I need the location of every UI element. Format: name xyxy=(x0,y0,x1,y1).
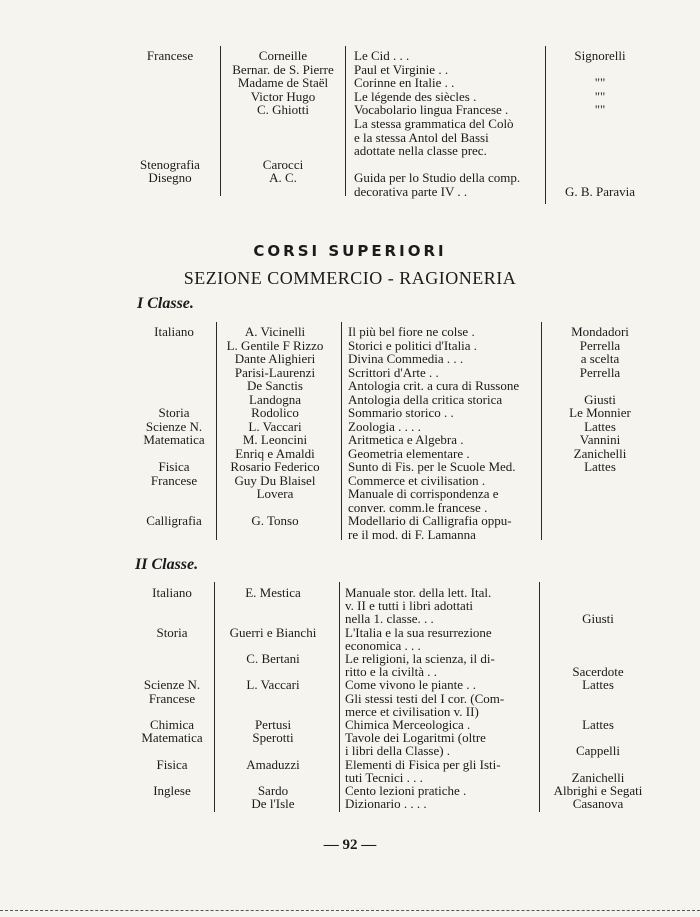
class-title-1: I Classe. xyxy=(137,295,194,312)
author: Parisi-Laurenzi xyxy=(234,364,316,380)
book-title: Sunto di Fis. per le Scuole Med. xyxy=(348,459,516,474)
subject: Stenografia xyxy=(140,156,200,172)
book-title: Geometria elementare . xyxy=(348,445,470,461)
column-rule xyxy=(539,582,540,812)
column-rule xyxy=(545,46,546,204)
subject: Calligrafia xyxy=(146,513,202,528)
publisher: Zanichelli xyxy=(573,445,627,461)
publisher: Mondadori xyxy=(571,324,629,339)
book-title: Chimica Merceologica . xyxy=(345,717,471,732)
subject: Matematica xyxy=(143,432,205,447)
author: Lovera xyxy=(256,486,294,501)
publisher: G. B. Paravia xyxy=(564,184,636,199)
subject: Scienze N. xyxy=(143,677,201,693)
publisher: Giusti xyxy=(584,391,616,407)
author: Sardo xyxy=(257,783,289,798)
book-title: merce et civilisation v. II) xyxy=(345,703,479,719)
book-title: adottate nella classe prec. xyxy=(354,143,487,159)
book-title: Il più bel fiore ne colse . xyxy=(348,324,475,339)
author: L. Gentile F Rizzo xyxy=(226,337,324,353)
book-title: re il mod. di F. Lamanna xyxy=(348,526,476,542)
publisher: Lattes xyxy=(582,717,614,732)
author: Rodolico xyxy=(251,405,299,420)
author: Sperotti xyxy=(252,730,294,746)
book-title: Manuale stor. della lett. Ital. xyxy=(345,585,492,600)
column-rule xyxy=(541,322,542,540)
book-title: nella 1. classe. . . xyxy=(345,611,434,627)
book-title: i libri della Classe) . xyxy=(345,743,451,759)
book-title: Vocabolario lingua Francese . xyxy=(354,102,509,118)
class-title-2: II Classe. xyxy=(135,556,199,573)
publisher: Zanichelli xyxy=(571,769,625,785)
book-title: Corinne en Italie . . xyxy=(354,75,455,91)
author: Pertusi xyxy=(254,717,292,732)
book-title: Modellario di Calligrafia oppu- xyxy=(348,513,512,528)
book-title: decorativa parte IV . . xyxy=(354,184,468,199)
author: M. Leoncini xyxy=(242,432,308,447)
publisher: Le Monnier xyxy=(569,405,631,420)
publisher: "" xyxy=(594,75,606,91)
book-title: economica . . . xyxy=(345,637,421,653)
book-title: Commerce et civilisation . xyxy=(348,472,486,488)
book-title: Le légende des siècles . xyxy=(354,88,477,104)
author: Enriq e Amaldi xyxy=(235,445,315,461)
subject: Storia xyxy=(156,624,188,640)
author: A. C. xyxy=(269,170,297,186)
author: L. Vaccari xyxy=(246,677,300,693)
book-title: e la stessa Antol del Bassi xyxy=(354,129,489,145)
subject: Disegno xyxy=(148,170,192,186)
author: De Sanctis xyxy=(247,378,303,393)
book-title: Divina Commedia . . . xyxy=(348,351,464,366)
subject: Scienze N. xyxy=(145,418,203,434)
bottom-edge-rule xyxy=(0,910,700,912)
book-title: Antologia della critica storica xyxy=(348,391,503,407)
publisher: Cappelli xyxy=(575,743,621,759)
subject: Francese xyxy=(146,48,194,63)
publisher: Sacerdote xyxy=(572,664,624,680)
author: L. Vaccari xyxy=(248,418,302,434)
subject: Inglese xyxy=(153,783,191,798)
author: Carocci xyxy=(262,156,304,172)
author: A. Vicinelli xyxy=(244,324,306,339)
publisher: Vannini xyxy=(579,432,621,447)
book-title: Cento lezioni pratiche . xyxy=(345,783,467,798)
author: Guerri e Bianchi xyxy=(229,624,317,640)
book-title: v. II e tutti i libri adottati xyxy=(345,598,474,614)
publisher: a scelta xyxy=(580,351,620,366)
book-title: Dizionario . . . . xyxy=(345,796,427,812)
publisher: Giusti xyxy=(582,611,614,627)
column-rule xyxy=(341,322,342,540)
book-title: Elementi di Fisica per gli Isti- xyxy=(345,756,501,772)
book-title: Aritmetica e Algebra . xyxy=(348,432,464,447)
subject: Storia xyxy=(158,405,190,420)
book-title: Storici e politici d'Italia . xyxy=(348,337,478,353)
author: Bernar. de S. Pierre xyxy=(232,61,334,77)
book-title: conver. comm.le francese . xyxy=(348,499,488,515)
author: Guy Du Blaisel xyxy=(234,472,316,488)
section-heading: CORSI SUPERIORI xyxy=(253,242,447,260)
book-title: Sommario storico . . xyxy=(348,405,454,420)
book-title: L'Italia e la sua resurrezione xyxy=(345,624,492,640)
publisher: Lattes xyxy=(582,677,614,693)
publisher: Signorelli xyxy=(574,48,626,63)
publisher: "" xyxy=(594,102,606,118)
book-title: Gli stessi testi del I cor. (Com- xyxy=(345,690,505,706)
subject: Italiano xyxy=(154,324,194,339)
book-title: Le religioni, la scienza, il di- xyxy=(345,651,495,666)
author: E. Mestica xyxy=(245,585,301,600)
book-title: ritto e la civiltà . . xyxy=(345,664,438,680)
book-title: tuti Tecnici . . . xyxy=(345,769,423,785)
book-title: La stessa grammatica del Colò xyxy=(354,116,514,131)
column-rule xyxy=(216,322,217,540)
publisher: Lattes xyxy=(584,459,616,474)
publisher: Casanova xyxy=(572,796,624,812)
book-title: Le Cid . . . xyxy=(354,48,410,63)
author: C. Bertani xyxy=(246,651,300,666)
book-title: Tavole dei Logaritmi (oltre xyxy=(345,730,486,746)
book-title: Come vivono le piante . . xyxy=(345,677,477,693)
column-rule xyxy=(339,582,340,812)
subject: Fisica xyxy=(156,756,188,772)
publisher: Lattes xyxy=(584,418,616,434)
section-subheading: SEZIONE COMMERCIO - RAGIONERIA xyxy=(183,268,517,288)
author: Dante Alighieri xyxy=(234,351,316,366)
subject: Matematica xyxy=(141,730,203,746)
book-title: Paul et Virginie . . xyxy=(354,61,449,77)
author: Rosario Federico xyxy=(230,459,320,474)
author: De l'Isle xyxy=(251,796,295,812)
column-rule xyxy=(345,46,346,196)
book-title: Scrittori d'Arte . . xyxy=(348,364,439,380)
book-title: Manuale di corrispondenza e xyxy=(348,486,499,501)
publisher: Albrighi e Segati xyxy=(553,783,643,798)
publisher: Perrella xyxy=(579,337,621,353)
author: Madame de Staël xyxy=(237,75,329,91)
subject: Italiano xyxy=(152,585,192,600)
publisher: "" xyxy=(594,88,606,104)
subject: Fisica xyxy=(158,459,190,474)
subject: Francese xyxy=(148,690,196,706)
book-title: Zoologia . . . . xyxy=(348,418,421,434)
author: C. Ghiotti xyxy=(256,102,309,118)
column-rule xyxy=(214,582,215,812)
book-title: Guida per lo Studio della comp. xyxy=(354,170,521,186)
author: Corneille xyxy=(258,48,308,63)
subject: Chimica xyxy=(149,717,195,732)
subject: Francese xyxy=(150,472,198,488)
column-rule xyxy=(220,46,221,196)
page-number: — 92 — xyxy=(323,837,377,853)
publisher: Perrella xyxy=(579,364,621,380)
author: Amaduzzi xyxy=(246,756,300,772)
book-title: Antologia crit. a cura di Russone xyxy=(348,378,520,393)
author: Landogna xyxy=(249,391,301,407)
author: G. Tonso xyxy=(251,513,299,528)
author: Victor Hugo xyxy=(250,88,316,104)
